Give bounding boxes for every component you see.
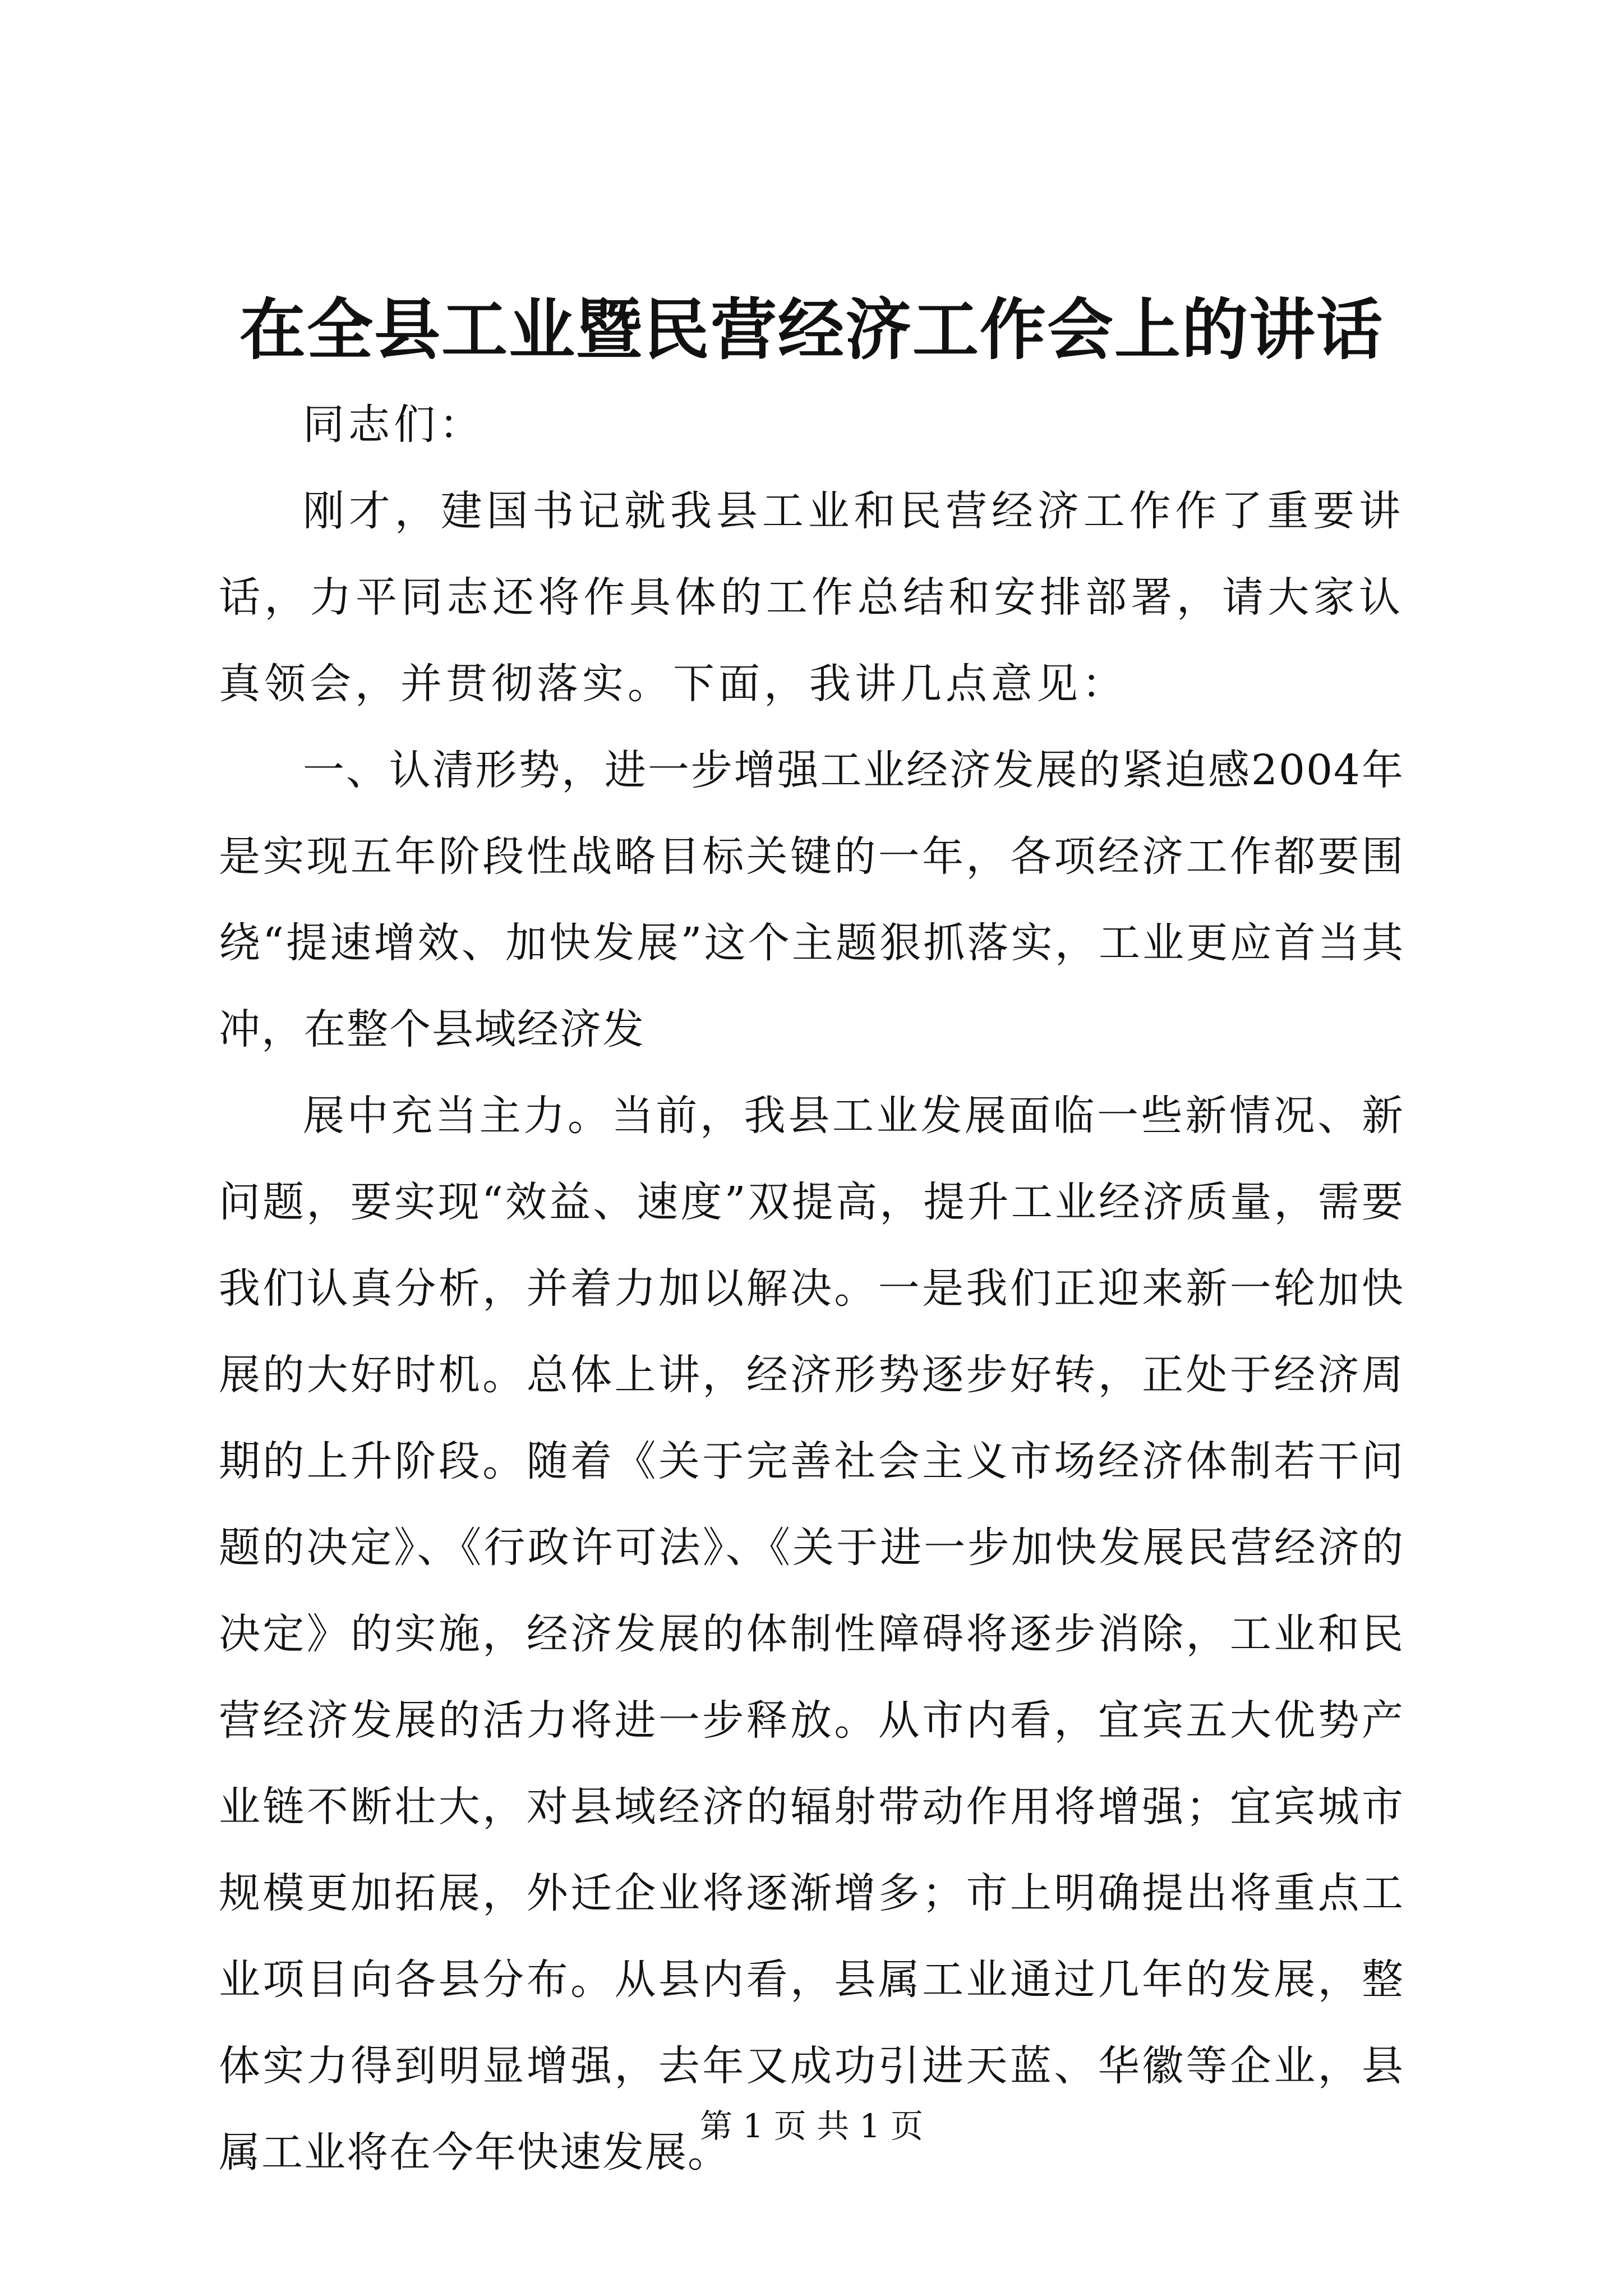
document-body — [219, 381, 1404, 2196]
paragraph-situation: 展中充当主力。当前，我县工业发展面临一些新情况、新问题，要实现“效益、速度”双提高，提升工业经济质量，需要我们认真分析，并着力加以解决。一是我们正迎来新一轮加快展的大好时机。总体上讲，经济形势逐步好转，正处于经济周期的上升阶段。随着《关于完善社会主义市场经济体制若干问题的决定》、《行政许可法》、《关于进一步加快发展民营经济的决定》的实施，经济发展的体制性障碍将逐步消除，工业和民营经济发展的活力将进一步释放。从市内看，宜宾五大优势产业链不断壮大，对县域经济的辐射带动作用将增强；宜宾城市规模更加拓展，外迁企业将逐渐增多；市上明确提出将重点工业项目向各县分布。从县内看，县属工业通过几年的发展，整体实力得到明显增强，去年又成功引进天蓝、华徽等企业，县属工业将在今年快速发展。 — [219, 1092, 1404, 2177]
paragraph-section-one: 一、认清形势，进一步增强工业经济发展的紧迫感2004年是实现五年阶段性战略目标关键的一年，各项经济工作都要围绕“提速增效、加快发展”这个主题狠抓落实，工业更应首当其冲，在整个县域经济发 — [219, 746, 1404, 1053]
page-number-footer: 第 1 页 共 1 页 — [700, 2107, 923, 2145]
document-title: 在全县工业暨民营经济工作会上的讲话 — [239, 291, 1384, 369]
paragraph-salutation: 同志们： — [303, 401, 485, 449]
paragraph-opening: 刚才，建国书记就我县工业和民营经济工作作了重要讲话，力平同志还将作具体的工作总结和安排部署，请大家认真领会，并贯彻落实。下面，我讲几点意见： — [219, 487, 1404, 708]
